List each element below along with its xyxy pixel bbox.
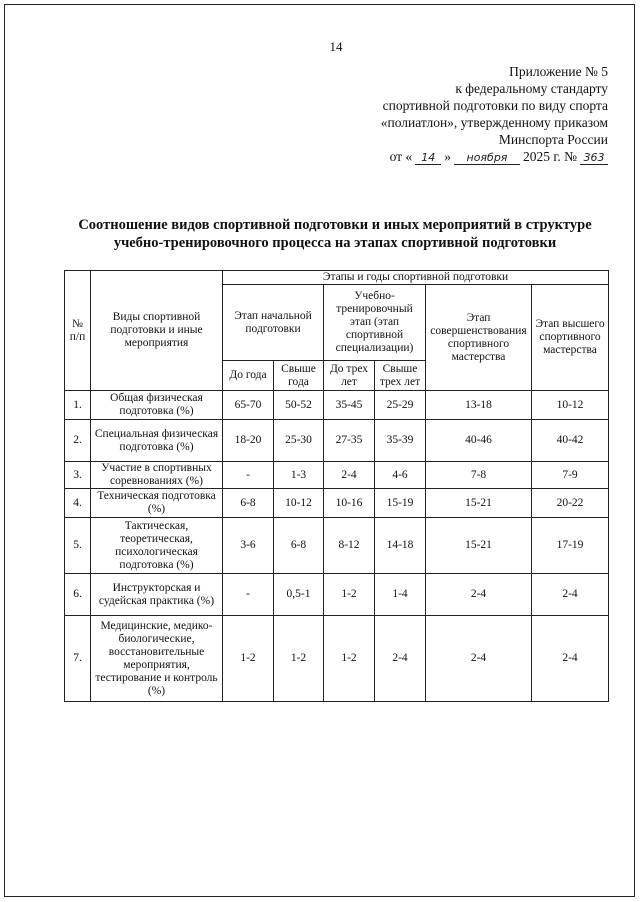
cell-value: 8-12 <box>324 518 375 574</box>
cell-value: 18-20 <box>223 420 274 462</box>
cell-value: 40-46 <box>426 420 532 462</box>
cell-value: - <box>223 574 274 616</box>
table-row <box>65 462 609 489</box>
date-month-handwritten: ноября <box>454 152 520 165</box>
cell-value: 2-4 <box>532 574 609 616</box>
cell-value: 14-18 <box>375 518 426 574</box>
cell-value: 3-6 <box>223 518 274 574</box>
cell-value: 10-12 <box>532 391 609 420</box>
cell-value: 65-70 <box>223 391 274 420</box>
cell-value: 6-8 <box>274 518 324 574</box>
date-prefix: от « <box>389 149 413 164</box>
row-name: Специальная физическая подготовка (%) <box>91 420 223 462</box>
row-number: 7. <box>65 616 91 702</box>
cell-value: 2-4 <box>426 616 532 702</box>
table-row <box>65 391 609 420</box>
row-name: Участие в спортивных соревнованиях (%) <box>91 462 223 489</box>
cell-value: 7-9 <box>532 462 609 489</box>
appendix-line: «полиатлон», утвержденному приказом <box>380 115 608 130</box>
table-row <box>65 574 609 616</box>
page-number: 14 <box>329 39 343 54</box>
cell-value: 1-4 <box>375 574 426 616</box>
row-number: 3. <box>65 462 91 489</box>
cell-value: 25-29 <box>375 391 426 420</box>
appendix-line: Приложение № 5 <box>509 64 608 79</box>
appendix-line: спортивной подготовки по виду спорта <box>382 98 608 113</box>
cell-value: 1-2 <box>223 616 274 702</box>
date-day-handwritten: 14 <box>415 152 441 165</box>
document-title <box>40 216 630 252</box>
appendix-line: Минспорта России <box>498 132 608 147</box>
table-row <box>65 489 609 518</box>
ratio-table <box>64 270 609 702</box>
order-date-line <box>308 148 608 165</box>
row-number: 6. <box>65 574 91 616</box>
cell-value: 1-2 <box>274 616 324 702</box>
cell-value: 2-4 <box>532 616 609 702</box>
header-stages: Этапы и годы спортивной подготовки <box>223 271 609 285</box>
header-kinds: Виды спортивной подготовки и иные мероприятия <box>91 271 223 391</box>
cell-value: 10-16 <box>324 489 375 518</box>
cell-value: 40-42 <box>532 420 609 462</box>
row-name: Техническая подготовка (%) <box>91 489 223 518</box>
cell-value: 15-21 <box>426 518 532 574</box>
date-year: 2025 г. № <box>522 149 577 164</box>
appendix-header <box>308 63 608 165</box>
cell-value: 13-18 <box>426 391 532 420</box>
appendix-line: к федеральному стандарту <box>455 81 608 96</box>
order-number-handwritten: 363 <box>580 152 608 165</box>
cell-value: 7-8 <box>426 462 532 489</box>
cell-value: 27-35 <box>324 420 375 462</box>
title-line-1: Соотношение видов спортивной подготовки и иных мероприятий в структуре <box>78 217 592 233</box>
header-over-three-years: Свыше трех лет <box>375 361 426 391</box>
cell-value: 2-4 <box>426 574 532 616</box>
header-stage-improvement: Этап совершенствования спортивного мастерства <box>426 285 532 391</box>
header-stage-training: Учебно-тренировочный этап (этап спортивной специализации) <box>324 285 426 361</box>
cell-value: 1-2 <box>324 616 375 702</box>
table-row <box>65 420 609 462</box>
row-number: 1. <box>65 391 91 420</box>
row-name: Инструкторская и судейская практика (%) <box>91 574 223 616</box>
cell-value: 0,5-1 <box>274 574 324 616</box>
row-number: 4. <box>65 489 91 518</box>
header-up-to-year: До года <box>223 361 274 391</box>
header-stage-initial: Этап начальной подготовки <box>223 285 324 361</box>
row-name: Тактическая, теоретическая, психологическая подготовка (%) <box>91 518 223 574</box>
cell-value: 20-22 <box>532 489 609 518</box>
header-number: № п/п <box>65 271 91 391</box>
cell-value: 35-45 <box>324 391 375 420</box>
title-line-2: учебно-тренировочного процесса на этапах спортивной подготовки <box>113 235 557 251</box>
row-name: Медицинские, медико-биологические, восстановительные мероприятия, тестирование и контроль (%) <box>91 616 223 702</box>
cell-value: 1-3 <box>274 462 324 489</box>
cell-value: 17-19 <box>532 518 609 574</box>
cell-value: 15-19 <box>375 489 426 518</box>
header-stage-higher: Этап высшего спортивного мастерства <box>532 285 609 391</box>
cell-value: 6-8 <box>223 489 274 518</box>
cell-value: 50-52 <box>274 391 324 420</box>
row-name: Общая физическая подготовка (%) <box>91 391 223 420</box>
cell-value: 15-21 <box>426 489 532 518</box>
date-mid: » <box>444 149 451 164</box>
cell-value: - <box>223 462 274 489</box>
table-row <box>65 518 609 574</box>
table-row <box>65 616 609 702</box>
cell-value: 4-6 <box>375 462 426 489</box>
cell-value: 10-12 <box>274 489 324 518</box>
cell-value: 35-39 <box>375 420 426 462</box>
row-number: 5. <box>65 518 91 574</box>
header-over-year: Свыше года <box>274 361 324 391</box>
header-up-to-three-years: До трех лет <box>324 361 375 391</box>
cell-value: 1-2 <box>324 574 375 616</box>
cell-value: 25-30 <box>274 420 324 462</box>
cell-value: 2-4 <box>375 616 426 702</box>
row-number: 2. <box>65 420 91 462</box>
cell-value: 2-4 <box>324 462 375 489</box>
